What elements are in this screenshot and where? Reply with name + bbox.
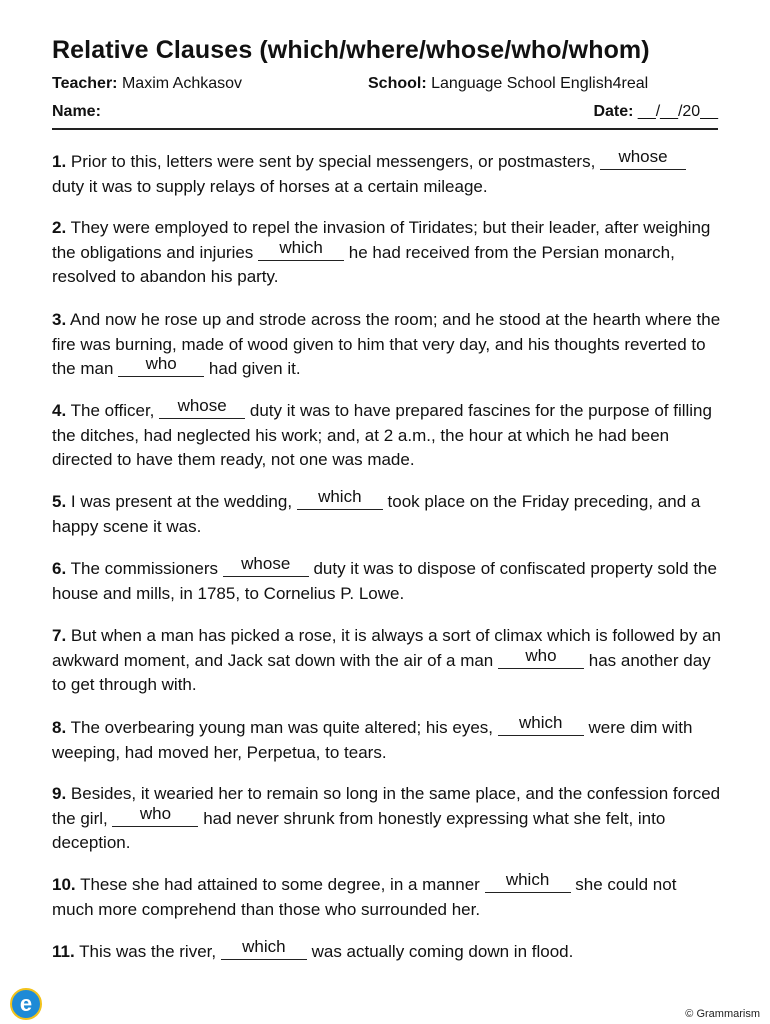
answer-blank: [485, 870, 571, 893]
question-number: 6.: [52, 559, 67, 578]
question-text-before: The commissioners: [70, 559, 218, 578]
answer-text: which: [505, 870, 550, 889]
question-7: [52, 624, 722, 698]
answer-text: who: [145, 354, 177, 373]
question-text-after: duty it was to dispose of confiscated property sold the house and mills, in 1785, to Cornelius P. Lowe.: [52, 559, 717, 603]
question-8: [52, 713, 722, 765]
date-value: __/__/20__: [637, 103, 718, 120]
question-text-after: he had received from the Persian monarch, resolved to abandon his party.: [52, 242, 675, 286]
question-text-before: They were employed to repel the invasion of Tiridates; but their leader, after weighing the obligations and injuries: [52, 218, 711, 262]
question-number: 2.: [52, 218, 67, 237]
school-value: Language School English4real: [431, 75, 649, 92]
question-text-before: The officer,: [70, 401, 155, 420]
answer-blank: [118, 354, 204, 377]
question-number: 5.: [52, 492, 67, 511]
question-text-before: The overbearing young man was quite altered; his eyes,: [70, 718, 494, 737]
question-text-before: But when a man has picked a rose, it is always a sort of climax which is followed by an awkward moment, and Jack sat down with the air of a man: [52, 626, 721, 670]
question-number: 9.: [52, 784, 67, 803]
question-10: [52, 870, 722, 922]
question-number: 8.: [52, 718, 67, 737]
answer-text: who: [139, 803, 172, 823]
question-text-after: had given it.: [208, 359, 301, 378]
question-2: [52, 216, 722, 290]
question-text-after: she could not much more comprehend than those who surrounded her.: [52, 875, 677, 919]
answer-text: who: [525, 645, 557, 665]
question-text-before: This was the river,: [79, 942, 217, 961]
question-text-before: These she had attained to some degree, in a manner: [80, 875, 480, 894]
answer-blank: [258, 237, 344, 261]
date-label: Date:: [593, 103, 634, 120]
copyright-text: © Grammarism: [685, 1008, 760, 1020]
teacher-school-row: [52, 75, 718, 93]
question-text-before: And now he rose up and strode across the room; and he stood at the hearth where the fire was burning, made of wood given to him that very day, and his thoughts reverted to the man: [52, 310, 721, 378]
worksheet-title: Relative Clauses (which/where/whose/who/whom): [52, 36, 650, 64]
teacher-value: Maxim Achkasov: [121, 75, 243, 92]
question-text-after: had never shrunk from honestly expressing what she felt, into deception.: [52, 808, 666, 852]
teacher-info: [52, 75, 242, 93]
answer-blank: [498, 645, 584, 669]
question-text-after: duty it was to supply relays of horses at a certain mileage.: [52, 176, 488, 196]
question-5: [52, 487, 722, 539]
answer-blank: [221, 937, 307, 960]
question-text-after: was actually coming down in flood.: [311, 942, 574, 961]
question-number: 10.: [52, 875, 76, 894]
name-label: Name:: [52, 103, 101, 120]
header-divider: [52, 128, 718, 130]
question-number: 3.: [52, 310, 67, 329]
grammarism-logo-icon: e: [10, 988, 42, 1020]
answer-text: which: [242, 937, 286, 956]
answer-blank: [223, 554, 309, 577]
question-11: [52, 937, 722, 965]
question-number: 1.: [52, 152, 67, 171]
answer-text: which: [519, 713, 563, 732]
question-number: 11.: [52, 942, 75, 961]
school-info: [368, 75, 718, 93]
answer-text: which: [318, 487, 362, 506]
question-text-before: Prior to this, letters were sent by special messengers, or postmasters,: [70, 152, 596, 171]
question-text-after: duty it was to have prepared fascines for the purpose of filling the ditches, had neglected his work; and, at 2 a.m., the hour at which he had been directed to have them ready, not one was made.: [52, 401, 712, 469]
question-3: [52, 308, 722, 382]
answer-blank: [297, 487, 383, 510]
teacher-label: Teacher:: [52, 75, 118, 92]
answer-text: whose: [177, 396, 227, 415]
question-text-after: has another day to get through with.: [52, 650, 711, 694]
answer-text: whose: [241, 554, 291, 573]
question-text-after: took place on the Friday preceding, and a happy scene it was.: [52, 492, 701, 536]
answer-blank: [159, 396, 245, 419]
question-text-after: were dim with weeping, had moved her, Perpetua, to tears.: [52, 718, 693, 762]
question-9: [52, 782, 722, 856]
question-number: 7.: [52, 626, 67, 645]
name-field: [52, 103, 101, 121]
school-label: School:: [368, 75, 427, 92]
answer-blank: [498, 713, 584, 736]
name-date-row: [52, 103, 718, 121]
question-text-before: Besides, it wearied her to remain so long in the same place, and the confession forced the girl,: [52, 784, 721, 828]
question-1: [52, 147, 722, 199]
answer-blank: [112, 803, 198, 827]
question-4: [52, 396, 722, 473]
date-field: [593, 103, 718, 121]
question-number: 4.: [52, 401, 67, 420]
answer-blank: [600, 147, 686, 170]
answer-text: which: [279, 237, 323, 257]
question-6: [52, 554, 722, 606]
question-text-before: I was present at the wedding,: [70, 492, 293, 511]
answer-text: whose: [618, 147, 668, 166]
